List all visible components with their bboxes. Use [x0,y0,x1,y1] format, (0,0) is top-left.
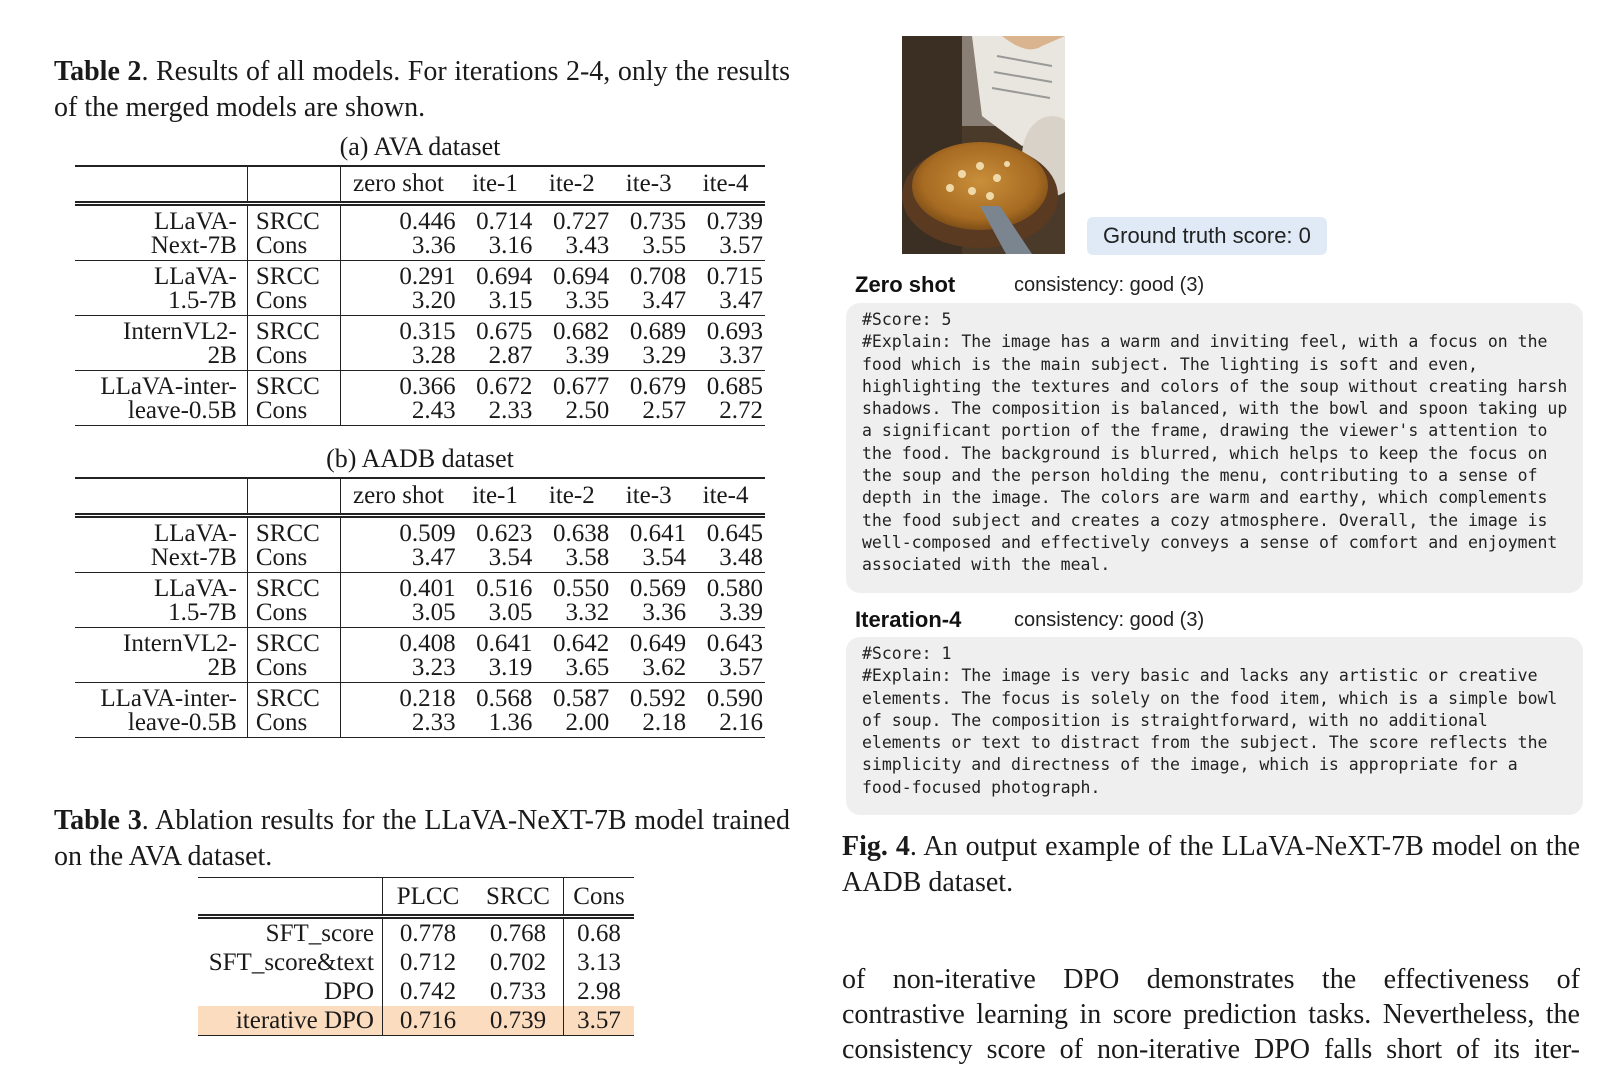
model-name-line1: LLaVA-inter- [100,373,237,400]
srcc-value: 0.401 [399,575,456,602]
value-cell [458,516,535,573]
cons-value: 3.23 [411,654,456,681]
model-row [75,516,765,573]
cons-value: 3.16 [488,232,533,259]
cons-value: 3.20 [411,287,456,314]
column-header: ite-3 [611,166,688,204]
figure4-caption [842,829,1580,901]
cons-value: 3.05 [488,599,533,626]
figure4-caption-label: Fig. 4 [842,831,910,862]
model-name [75,516,247,573]
srcc-value: 0.641 [476,630,533,657]
model-name-line1: LLaVA- [154,520,237,547]
value-cell [341,261,458,316]
cons-value: 3.62 [642,654,687,681]
metric-labels [247,516,341,573]
header-blank [75,166,247,204]
model-name-line2: leave-0.5B [127,397,237,424]
model-name-line1: LLaVA- [154,263,237,290]
srcc-value: 0.739 [473,1006,564,1036]
cons-value: 3.19 [488,654,533,681]
column-header: ite-4 [688,478,765,516]
srcc-value: 0.689 [629,318,687,345]
metric-srcc: SRCC [255,318,320,345]
ablation-row [198,1006,634,1036]
ablation-method: DPO [323,978,374,1005]
cons-value: 2.72 [719,397,763,424]
metric-srcc: SRCC [255,575,320,602]
srcc-value: 0.509 [399,520,456,547]
srcc-value: 0.715 [706,263,763,290]
srcc-value: 0.590 [706,685,763,712]
model-row [75,204,765,261]
srcc-value: 0.568 [476,685,533,712]
srcc-value: 0.693 [706,318,763,345]
cons-value: 3.36 [411,232,456,259]
cons-value: 3.48 [719,544,763,571]
ablation-table [198,877,634,1036]
value-cell [458,683,535,738]
srcc-value: 0.516 [476,575,533,602]
metric-srcc: SRCC [255,208,320,235]
model-row [75,573,765,628]
model-name-line2: leave-0.5B [127,709,237,736]
metric-labels [247,683,341,738]
value-cell [611,204,688,261]
value-cell [534,683,611,738]
cons-value: 3.13 [564,948,635,977]
model-name-line2: 2B [207,342,237,369]
cons-value: 3.47 [719,287,763,314]
plcc-value: 0.742 [383,977,474,1006]
srcc-value: 0.685 [706,373,763,400]
value-cell [458,316,535,371]
iteration4-title: Iteration-4 [855,607,962,632]
value-cell [458,573,535,628]
cons-value: 3.47 [411,544,456,571]
table3-caption-label: Table 3 [54,805,142,836]
plcc-value: 0.716 [383,1006,474,1036]
metric-labels [247,371,341,426]
column-header: ite-2 [534,478,611,516]
model-name-line2: Next-7B [150,544,237,571]
aadb-results-table [75,477,765,738]
model-name-line1: LLaVA- [154,208,237,235]
ablation-column-header: SRCC [473,878,564,917]
model-name [75,371,247,426]
cons-value: 3.47 [642,287,687,314]
ablation-row [198,977,634,1006]
value-cell [688,628,765,683]
header-blank [198,878,383,917]
model-name [75,261,247,316]
model-name-line1: InternVL2- [123,318,237,345]
model-row [75,628,765,683]
cons-value: 2.16 [719,709,763,736]
srcc-value: 0.708 [629,263,687,290]
table2-caption [54,54,790,126]
value-cell [688,683,765,738]
cons-value: 3.36 [642,599,687,626]
cons-value: 3.65 [565,654,610,681]
column-header: ite-1 [458,478,535,516]
srcc-value: 0.735 [629,208,687,235]
value-cell [611,683,688,738]
value-cell [458,371,535,426]
metric-srcc: SRCC [255,630,320,657]
srcc-value: 0.550 [553,575,610,602]
cons-value: 2.98 [564,977,635,1006]
value-cell [458,204,535,261]
metric-cons: Cons [255,599,308,626]
srcc-value: 0.733 [489,978,547,1005]
cons-value: 1.36 [488,709,533,736]
value-cell [458,628,535,683]
cons-value: 3.57 [564,1006,635,1036]
cons-value: 3.15 [488,287,533,314]
srcc-value: 0.569 [629,575,687,602]
srcc-value: 0.714 [476,208,533,235]
ablation-column-header: Cons [564,878,635,917]
model-name [75,573,247,628]
ablation-header-row [198,878,634,917]
value-cell [611,628,688,683]
value-cell [688,573,765,628]
model-name-line1: LLaVA- [154,575,237,602]
srcc-value: 0.642 [553,630,610,657]
zero-shot-title: Zero shot [855,272,956,297]
header-blank [75,478,247,516]
value-cell [611,316,688,371]
model-name [75,683,247,738]
cons-value: 2.43 [411,397,456,424]
metric-srcc: SRCC [255,373,320,400]
cons-value: 3.35 [565,287,610,314]
plcc-value: 0.712 [383,948,474,977]
value-cell [458,261,535,316]
value-cell [341,316,458,371]
cons-value: 3.57 [719,232,763,259]
model-name-line2: 1.5-7B [168,287,237,314]
value-cell [534,316,611,371]
cons-value: 3.54 [488,544,533,571]
cons-value: 3.39 [565,342,610,369]
value-cell [611,573,688,628]
value-cell [688,316,765,371]
ablation-method: iterative DPO [198,1006,383,1036]
soup-photo [902,36,1065,254]
model-row [75,316,765,371]
model-name [75,204,247,261]
srcc-value: 0.643 [706,630,763,657]
aadb-table-body [75,478,765,738]
cons-value: 2.33 [488,397,533,424]
srcc-value: 0.446 [399,208,456,235]
ablation-table-body [198,878,634,1036]
cons-value: 2.00 [565,709,610,736]
cons-value: 3.32 [565,599,610,626]
srcc-value: 0.739 [706,208,763,235]
cons-value: 2.33 [411,709,456,736]
ava-results-table [75,165,765,426]
column-header: ite-4 [688,166,765,204]
cons-value: 2.18 [642,709,687,736]
ablation-row [198,917,634,949]
model-name-line1: LLaVA-inter- [100,685,237,712]
cons-value: 3.37 [719,342,763,369]
soup-bowl-image [902,36,1065,254]
table2-caption-label: Table 2 [54,56,142,87]
cons-value: 3.55 [642,232,687,259]
metric-cons: Cons [255,232,308,259]
srcc-value: 0.641 [629,520,687,547]
metric-labels [247,204,341,261]
value-cell [688,204,765,261]
srcc-value: 0.623 [476,520,533,547]
metric-labels [247,628,341,683]
srcc-value: 0.672 [476,373,533,400]
model-row [75,683,765,738]
value-cell [341,683,458,738]
value-cell [341,573,458,628]
model-name-line2: Next-7B [150,232,237,259]
header-blank [247,478,341,516]
column-header: ite-3 [611,478,688,516]
header-blank [247,166,341,204]
value-cell [534,371,611,426]
model-row [75,371,765,426]
metric-cons: Cons [255,342,308,369]
metric-cons: Cons [255,397,308,424]
srcc-value: 0.218 [399,685,456,712]
ava-subtitle: (a) AVA dataset [339,132,501,161]
table2-caption-text: . Results of all models. For iterations 2-4, only the results of the merged models are shown. [54,56,791,123]
srcc-value: 0.727 [553,208,610,235]
column-header: zero shot [341,166,458,204]
value-cell [341,204,458,261]
srcc-value: 0.694 [476,263,533,290]
cons-value: 3.57 [719,654,763,681]
table-header-row [75,166,765,204]
srcc-value: 0.679 [629,373,687,400]
metric-srcc: SRCC [255,520,320,547]
table3-caption [54,803,790,875]
body-paragraph: of non-iterative DPO demonstrates the effectiveness of contrastive learning in score prediction tasks. Nevertheless, the consistency score of non-iterative DPO falls short of its iter- [842,964,1580,1065]
srcc-value: 0.291 [399,263,456,290]
srcc-value: 0.702 [489,949,547,976]
srcc-value: 0.638 [553,520,610,547]
value-cell [688,371,765,426]
srcc-value: 0.645 [706,520,763,547]
iteration4-consistency: consistency: good (3) [1014,609,1205,631]
cons-value: 2.87 [488,342,533,369]
zero-shot-output: #Score: 5 #Explain: The image has a warm and inviting feel, with a focus on the food which is the main subject. The lighting is soft and even, highlighting the textures and colors of the soup without creating harsh shadows. The composition is balanced, with the bowl and spoon taking up a significant portion of the frame, drawing the viewer's attention to the food. The background is blurred, which helps to keep the focus on the soup and the person holding the menu, contributing to a sense of depth in the image. The colors are warm and earthy, which complements the food subject and creates a cozy atmosphere. Overall, the image is well-composed and effectively conveys a sense of comfort and enjoyment associated with the meal. [846,303,1583,593]
column-header: ite-2 [534,166,611,204]
srcc-value: 0.675 [476,318,533,345]
metric-cons: Cons [255,654,308,681]
cons-value: 3.43 [565,232,610,259]
model-name-line2: 2B [207,654,237,681]
ablation-row [198,948,634,977]
srcc-value: 0.366 [399,373,456,400]
value-cell [341,516,458,573]
srcc-value: 0.682 [553,318,610,345]
iteration4-output: #Score: 1 #Explain: The image is very basic and lacks any artistic or creative elements. The focus is solely on the food item, which is a simple bowl of soup. The composition is straightforward, with no additional elements or text to distract from the subject. The score reflects the simplicity and directness of the image, which is appropriate for a food-focused photograph. [846,637,1583,815]
ava-table-body [75,166,765,426]
srcc-value: 0.649 [629,630,687,657]
srcc-value: 0.408 [399,630,456,657]
table-header-row [75,478,765,516]
cons-value: 0.68 [564,917,635,949]
srcc-value: 0.768 [489,920,547,947]
value-cell [688,261,765,316]
srcc-value: 0.592 [629,685,687,712]
srcc-value: 0.580 [706,575,763,602]
cons-value: 3.28 [411,342,456,369]
value-cell [611,261,688,316]
cons-value: 3.29 [642,342,687,369]
metric-labels [247,261,341,316]
srcc-value: 0.677 [553,373,610,400]
value-cell [534,261,611,316]
figure4-caption-text: . An output example of the LLaVA-NeXT-7B model on the AADB dataset. [842,831,1580,898]
table3-caption-text: . Ablation results for the LLaVA-NeXT-7B model trained on the AVA dataset. [54,805,790,872]
srcc-value: 0.587 [553,685,610,712]
metric-cons: Cons [255,709,308,736]
metric-cons: Cons [255,287,308,314]
ablation-column-header: PLCC [383,878,474,917]
cons-value: 3.05 [411,599,456,626]
cons-value: 3.54 [642,544,687,571]
cons-value: 2.57 [642,397,687,424]
srcc-value: 0.694 [553,263,610,290]
model-name [75,628,247,683]
column-header: ite-1 [458,166,535,204]
value-cell [341,628,458,683]
metric-srcc: SRCC [255,263,320,290]
value-cell [611,371,688,426]
model-name-line2: 1.5-7B [168,599,237,626]
column-header: zero shot [341,478,458,516]
model-name-line1: InternVL2- [123,630,237,657]
model-name [75,316,247,371]
metric-labels [247,573,341,628]
zero-shot-consistency: consistency: good (3) [1014,274,1205,296]
value-cell [534,204,611,261]
metric-srcc: SRCC [255,685,320,712]
cons-value: 3.58 [565,544,610,571]
metric-cons: Cons [255,544,308,571]
srcc-value: 0.315 [399,318,456,345]
ablation-method: SFT_score&text [208,949,374,976]
aadb-subtitle: (b) AADB dataset [326,444,514,473]
metric-labels [247,316,341,371]
ground-truth-badge: Ground truth score: 0 [1087,217,1327,255]
cons-value: 3.39 [719,599,763,626]
value-cell [688,516,765,573]
value-cell [534,573,611,628]
value-cell [534,628,611,683]
value-cell [611,516,688,573]
cons-value: 2.50 [565,397,610,424]
ablation-method: SFT_score [265,920,374,947]
model-row [75,261,765,316]
plcc-value: 0.778 [383,917,474,949]
value-cell [534,516,611,573]
value-cell [341,371,458,426]
